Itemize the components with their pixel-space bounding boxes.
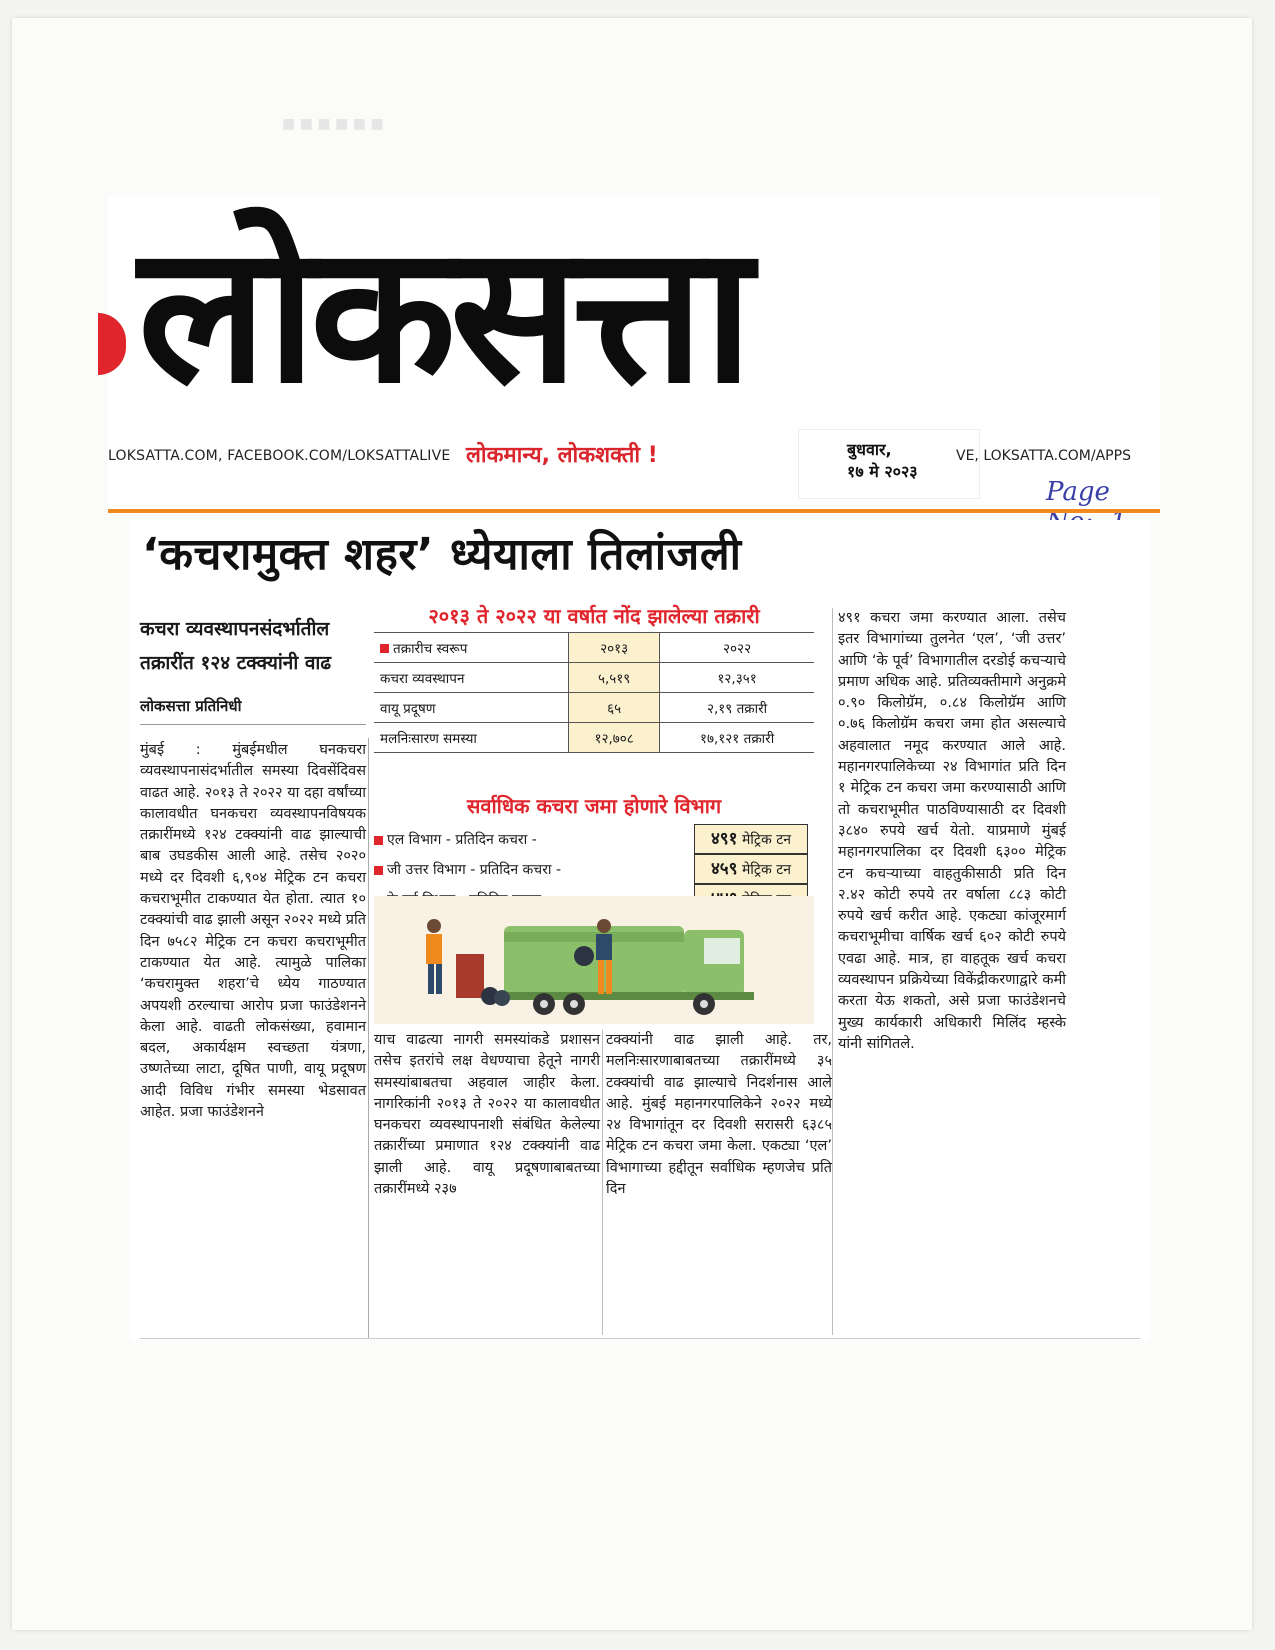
- handwritten-page-number: Page: [1046, 477, 1110, 507]
- orange-rule: [108, 509, 1160, 513]
- garbage-truck-icon: [374, 896, 814, 1024]
- article-column-1: मुंबई : मुंबईमधील घनकचरा व्यवस्थापनासंदर्भातील समस्या दिवसेंदिवस वाढत आहे. २०१३ ते २०२२ या दहा वर्षांच्या कालावधीत घनकचरा व्यवस्थापनविषयक तक्रारींमध्ये १२४ टक्क्यांनी वाढ झाल्याची बाब उघडकीस आली आहे. तसेच २०२० मध्ये दर दिवशी ६,९०४ मेट्रिक टन कचरा कचराभूमीत टाकण्यात येत होता. त्यात १० टक्क्यांची वाढ झाली असून २०२२ मध्ये प्रति दिन ७५८२ मेट्रिक टन कचरा कचराभूमीत टाकण्यात येत आहे. त्यामुळे पालिका ‘कचरामुक्त शहरा’चे ध्येय गाठण्यात अपयशी ठरल्याचा आरोप प्रजा फाउंडेशनने केला आहे. वाढती लोकसंख्या, हवामान बदल, अकार्यक्षम स्वच्छता यंत्रणा, उष्णतेच्या लाटा, दूषित पाणी, वायू प्रदूषण आदी विविध गंभीर समस्या भेडसावत आहेत. प्रजा फाउंडेशनने: [140, 742, 366, 1121]
- masthead-urls: LOKSATTA.COM, FACEBOOK.COM/LOKSATTALIVE: [108, 448, 451, 464]
- date-box: [798, 429, 980, 499]
- news-article: [130, 520, 1150, 1340]
- bleed-through-text: ■ ■ ■ ■ ■ ■: [282, 116, 384, 132]
- table-header-cell: तक्रारीच स्वरूप: [374, 633, 569, 663]
- zone-value: ४५९: [710, 859, 738, 879]
- table-row: [374, 723, 814, 753]
- zone-value-box: [694, 824, 808, 854]
- article-headline: ‘कचरामुक्त शहर’ ध्येयाला तिलांजली: [142, 529, 742, 580]
- table-cell: १२,७०८: [569, 723, 660, 753]
- column-divider: [368, 738, 369, 1338]
- table-header-row: [374, 633, 814, 663]
- red-bullet-icon: [374, 866, 383, 875]
- article-column-2: याच वाढत्या नागरी समस्यांकडे प्रशासन तसेच इतरांचे लक्ष वेधण्याचा हेतूने नागरी समस्यांबाबतचा अहवाल जाहीर केला. नागरिकांनी २०१३ ते २०२२ या कालावधीत घनकचरा व्यवस्थापनाशी संबंधित केलेल्या तक्रारींच्या प्रमाणात १२४ टक्क्यांनी वाढ झाली आहे. वायू प्रदूषणाबाबतच्या तक्रारींमध्ये २३७: [374, 1032, 600, 1198]
- zones-title: सर्वाधिक कचरा जमा होणारे विभाग: [466, 794, 722, 818]
- newspaper-logo: लोकसत्ता: [138, 204, 747, 425]
- table-cell: १७,१२१ तक्रारी: [660, 723, 814, 753]
- table-row: [374, 693, 814, 723]
- table-cell: मलनिःसारण समस्या: [374, 723, 569, 753]
- masthead: [108, 195, 1160, 515]
- zone-label: जी उत्तर विभाग - प्रतिदिन कचरा -: [387, 862, 562, 878]
- zone-value-box: [694, 854, 808, 884]
- zone-unit: मेट्रिक टन: [741, 832, 792, 848]
- complaints-table: [374, 632, 814, 753]
- table-cell: १२,३५१: [660, 663, 814, 693]
- article-subheadline: कचरा व्यवस्थापनसंदर्भातील तक्रारींत १२४ टक्क्यांनी वाढ: [140, 618, 332, 674]
- issue-day: बुधवार,: [847, 440, 892, 459]
- article-column-3: टक्क्यांनी वाढ झाली आहे. तर, मलनिःसारणाबाबतच्या तक्रारींमध्ये ३५ टक्क्यांची वाढ झाल्याचे निदर्शनास आले आहे. मुंबई महानगरपालिकेने २०२२ मध्ये २४ विभागांतून दर दिवशी सरासरी ६३८५ मेट्रिक टन कचरा जमा केला. एकट्या ‘एल’ विभागाच्या हद्दीतून सर्वाधिक म्हणजेच प्रति दिन: [606, 1032, 832, 1198]
- apps-url: VE, LOKSATTA.COM/APPS: [956, 448, 1131, 464]
- table-cell: ५,५१९: [569, 663, 660, 693]
- zone-unit: मेट्रिक टन: [741, 862, 792, 878]
- garbage-truck-illustration: [374, 896, 814, 1024]
- zone-row: [374, 824, 814, 854]
- zone-row: [374, 854, 814, 884]
- table-cell: वायू प्रदूषण: [374, 693, 569, 723]
- issue-date: १७ मे २०२३: [847, 462, 918, 481]
- red-bullet-icon: [374, 836, 383, 845]
- red-bullet-icon: [380, 644, 389, 653]
- table-cell: ६५: [569, 693, 660, 723]
- table-header-cell: २०२२: [660, 633, 814, 663]
- table-cell: २,१९ तक्रारी: [660, 693, 814, 723]
- table-header-cell: २०१३: [569, 633, 660, 663]
- article-byline: लोकसत्ता प्रतिनिधी: [140, 696, 366, 725]
- table-cell: कचरा व्यवस्थापन: [374, 663, 569, 693]
- zone-value: ४९१: [710, 829, 738, 849]
- logo-dot: [98, 313, 126, 375]
- masthead-tagline: लोकमान्य, लोकशक्ती !: [466, 443, 658, 468]
- zone-label: एल विभाग - प्रतिदिन कचरा -: [387, 832, 537, 848]
- column-divider: [602, 1030, 603, 1335]
- complaints-table-title: २०१३ ते २०२२ या वर्षात नोंद झालेल्या तक्रारी: [428, 604, 760, 628]
- bottom-rule: [140, 1338, 1140, 1339]
- table-row: [374, 663, 814, 693]
- column-divider: [832, 608, 833, 1335]
- article-column-4: ४९१ कचरा जमा करण्यात आला. तसेच इतर विभागांच्या तुलनेत ‘एल’, ‘जी उत्तर’ आणि ‘के पूर्व’ विभागातील दरडोई कचऱ्याचे प्रमाण अधिक आहे. प्रतिव्यक्तीमागे अनुक्रमे ०.९० किलोग्रॅम, ०.८४ किलोग्रॅम आणि ०.७६ किलोग्रॅम कचरा जमा होत असल्याचे अहवालात नमूद करण्यात आले आहे. महानगरपालिकेच्या २४ विभागांत प्रति दिन १ मेट्रिक टन कचरा जमा करण्यासाठी आणि तो कचराभूमीत पाठविण्यासाठी दर दिवशी ३८४० रुपये खर्च येतो. याप्रमाणे मुंबई महानगरपालिका दर दिवशी ६३०० मेट्रिक टन कचऱ्याच्या वाहतुकीसाठी प्रति दिन २.४२ कोटी रुपये तर वर्षाला ८८३ कोटी रुपये खर्च करीत आहे. एकट्या कांजूरमार्ग कचराभूमीचा वार्षिक खर्च ६०२ कोटी रुपये एवढा आहे. मात्र, हा वाहतूक खर्च कचरा व्यवस्थापन प्रक्रियेच्या विकेंद्रीकरणाद्वारे कमी करता येऊ शकतो, असे प्रजा फाउंडेशनचे मुख्य कार्यकारी अधिकारी मिलिंद म्हस्के यांनी सांगितले.: [838, 610, 1066, 1052]
